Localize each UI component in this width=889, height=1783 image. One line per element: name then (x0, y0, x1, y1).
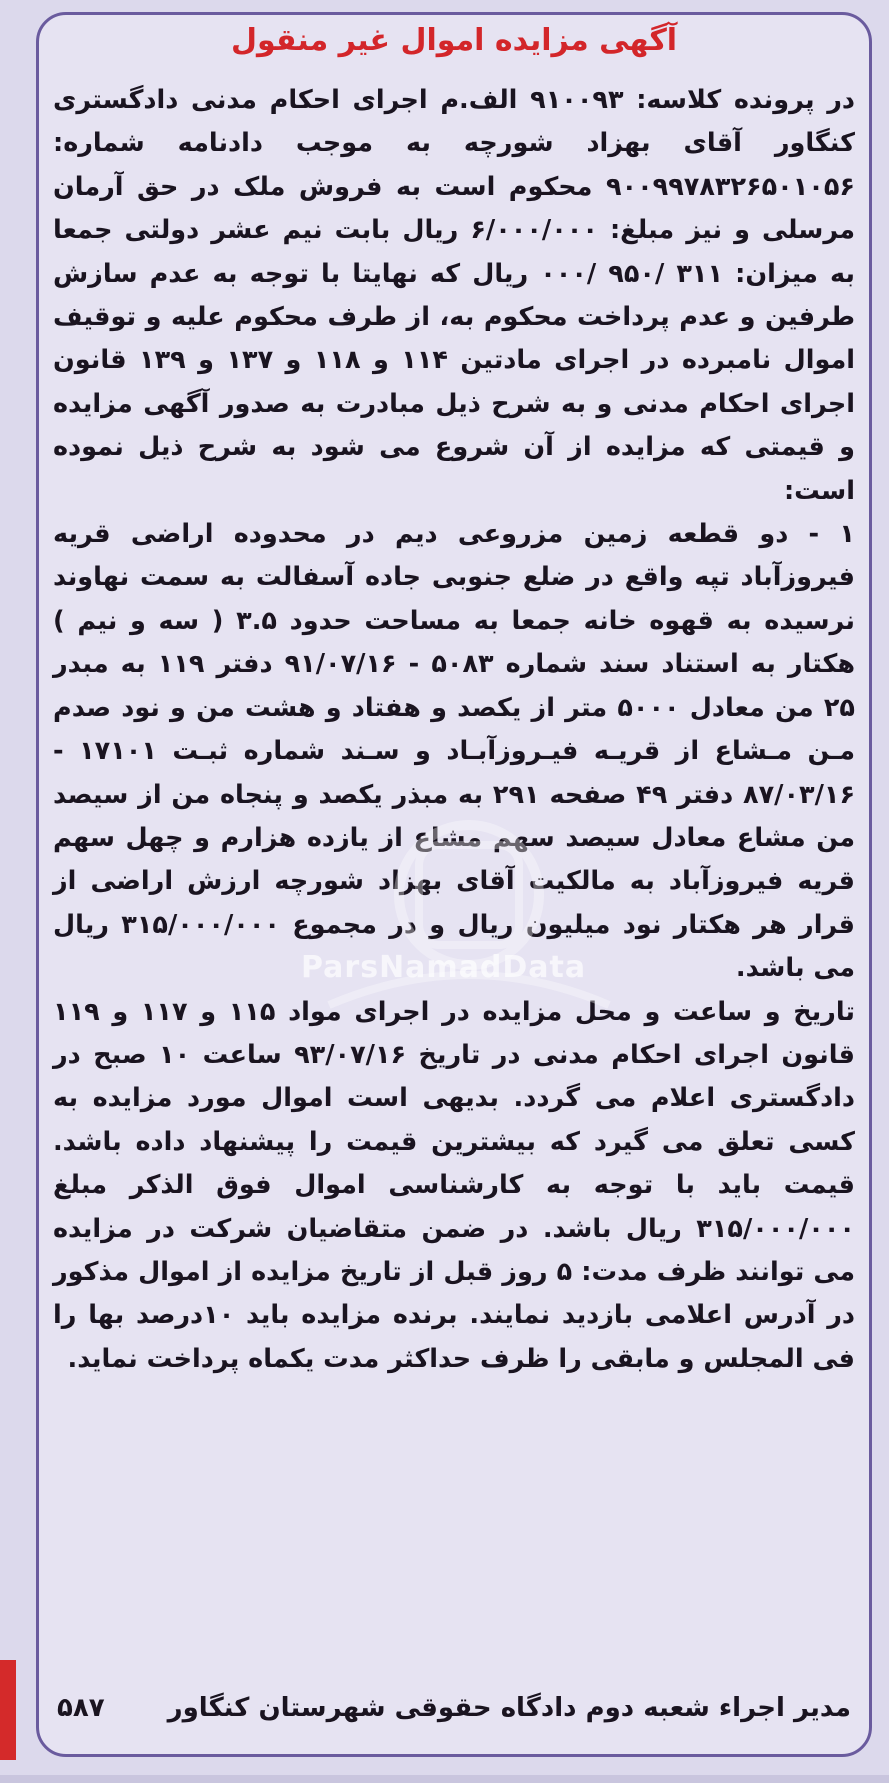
notice-frame (36, 12, 872, 1757)
red-margin-strip (0, 1660, 16, 1760)
notice-body (53, 79, 855, 1381)
watermark-text: ParsNamadData (301, 950, 587, 985)
signature-line: مدیر اجراء شعبه دوم دادگاه حقوقی شهرستان کنگاور (167, 1693, 851, 1723)
notice-footer (57, 1693, 851, 1723)
bottom-edge (0, 1775, 889, 1783)
ad-code: ۵۸۷ (57, 1693, 105, 1723)
property-paragraph: ۱ - دو قطعه زمین مزروعی دیم در محدوده اراضی قریه فیروزآباد تپه واقع در ضلع جنوبی جاده آسفالت به سمت نهاوند نرسیده به قهوه خانه جمعا به مساحت حدود ۳.۵ ( سه و نیم ) هکتار به استناد سند شماره ۵۰۸۳ - ۹۱/۰۷/۱۶ دفتر ۱۱۹ به مبدر ۲۵ من معادل ۵۰۰۰ متر از یکصد و هفتاد و هشت من و نود صدم مـن مـشاع از قریـه فیـروزآبـاد و سـند شماره ثبـت ۱۷۱۰۱ - ۸۷/۰۳/۱۶ دفتر ۴۹ صفحه ۲۹۱ به مبذر یکصد و پنجاه من از سیصد من مشاع معادل سیصد سهم مشاع از یازده هزارم و چهل سهم قریه فیروزآباد به مالکیت آقای بهزاد شورچه ارزش اراضی از قرار هر هکتار نود میلیون ریال و در مجموع ۳۱۵/۰۰۰/۰۰۰ ریال می باشد. (53, 519, 856, 984)
notice-title: آگهی مزایده اموال غیر منقول (230, 23, 678, 58)
intro-paragraph: در پرونده کلاسه: ۹۱۰۰۹۳ الف.م اجرای احکام مدنی دادگستری کنگاور آقای بهزاد شورچه به موجب دادنامه شماره: ۹۰۰۹۹۷۸۳۲۶۵۰۱۰۵۶ محکوم است به فروش ملک در حق آرمان مرسلی و نیز مبلغ: ۶/۰۰۰/۰۰۰ ریال بابت نیم عشر دولتی جمعا به میزان: ۳۱۱ /۹۵۰ /۰۰۰ ریال که نهایتا با توجه به عدم سازش طرفین و عدم پرداخت محکوم به، از طرف محکوم علیه و توقیف اموال نامبرده در اجرای مادتین ۱۱۴ و ۱۱۸ و ۱۳۷ و ۱۳۹ قانون اجرای احکام مدنی و به شرح ذیل مبادرت به صدور آگهی مزایده و قیمتی که مزایده از آن شروع می شود به شرح ذیل نموده است: (53, 85, 856, 506)
auction-details-paragraph: تاریخ و ساعت و محل مزایده در اجرای مواد ۱۱۵ و ۱۱۷ و ۱۱۹ قانون اجرای احکام مدنی در تاریخ ۹۳/۰۷/۱۶ ساعت ۱۰ صبح در دادگستری اعلام می گردد. بدیهی است اموال مورد مزایده به کسی تعلق می گیرد که بیشترین قیمت را پیشنهاد داده باشد. قیمت باید با توجه به کارشناسی اموال فوق الذکر مبلغ ۳۱۵/۰۰۰/۰۰۰ ریال باشد. در ضمن متقاضیان شرکت در مزایده می توانند ظرف مدت: ۵ روز قبل از تاریخ مزایده از اموال مذکور در آدرس اعلامی بازدید نمایند. برنده مزایده باید ۱۰درصد بها را فی المجلس و مابقی را ظرف حداکثر مدت یکماه پرداخت نماید. (53, 996, 855, 1374)
